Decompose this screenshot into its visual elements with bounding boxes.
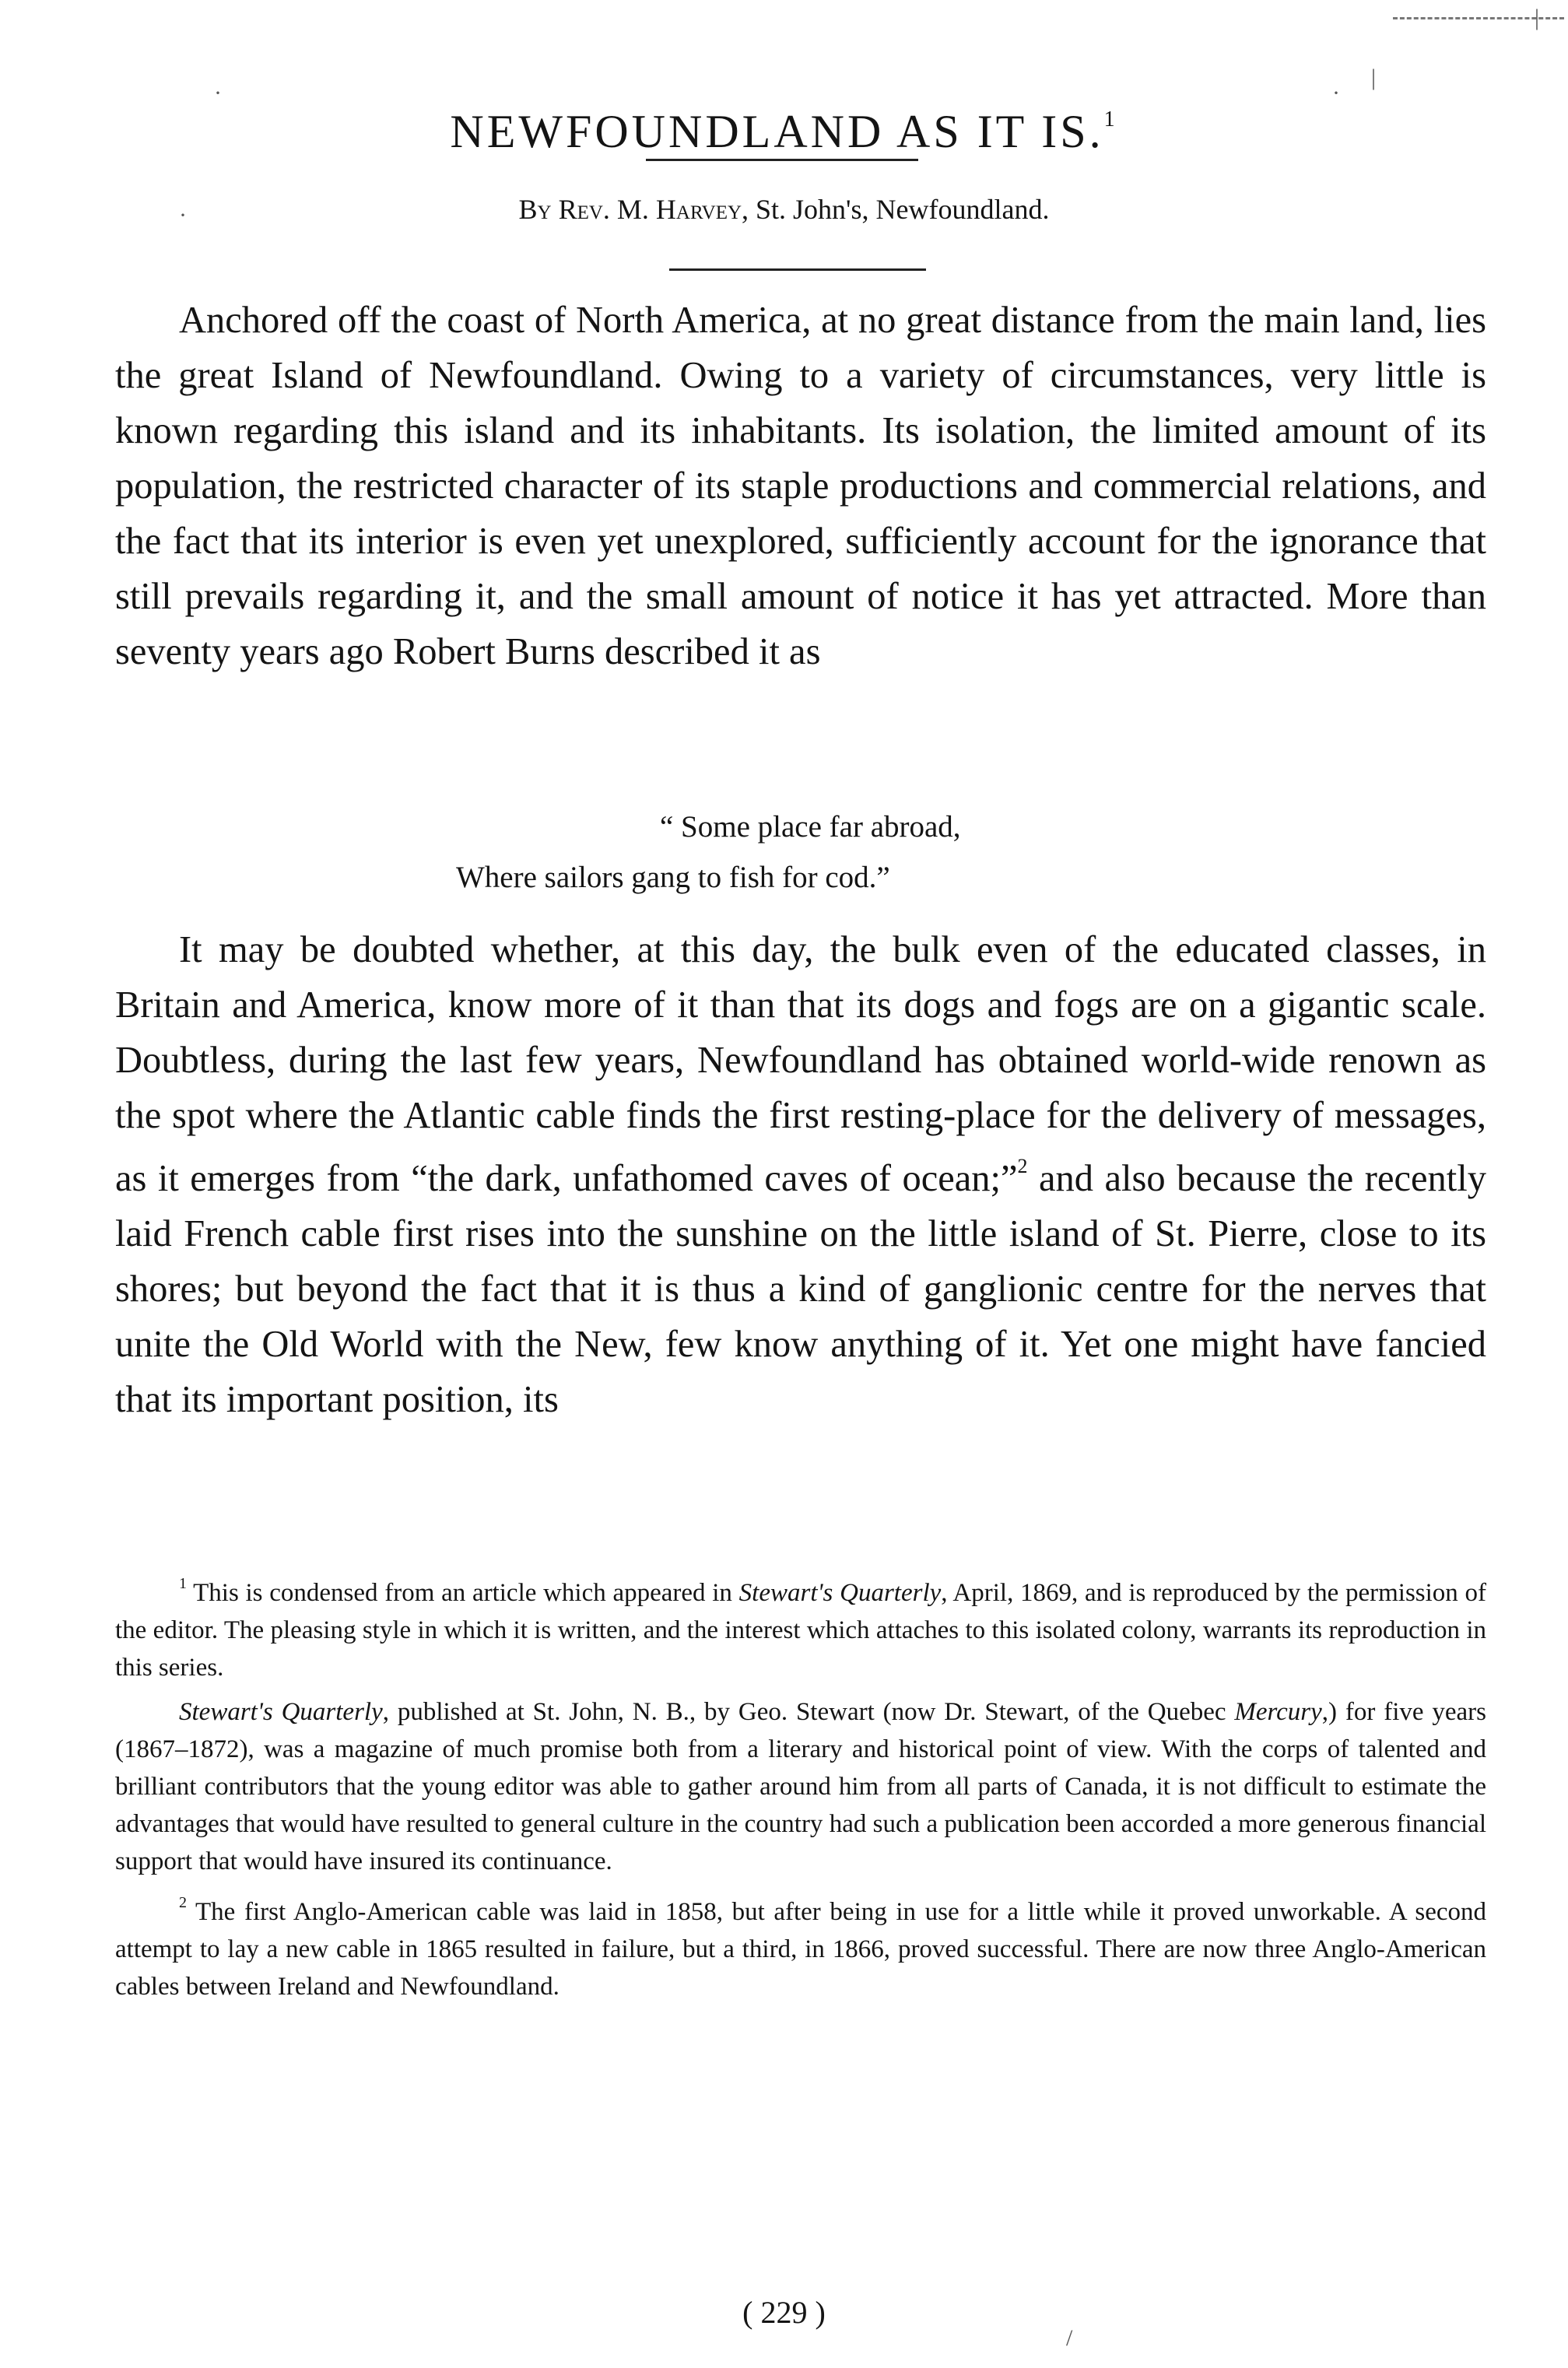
footnote-1-text-a: This is condensed from an article which appeared in — [187, 1579, 739, 1607]
byline-rule — [669, 268, 926, 271]
scan-speck: | — [1371, 65, 1377, 90]
quote-line-2: Where sailors gang to fish for cod.” — [456, 861, 890, 894]
scan-speck: · — [179, 202, 187, 228]
footnote-1-source: Stewart's Quarterly — [738, 1579, 942, 1607]
paragraph-2-part-b: and also because the recently laid French cable first rises into the sunshine on the little island of St. Pierre, close to its shores; but beyond the fact that it is thus a kind of ganglionic centre for the nerves that unite the Old World with the New, few know anything of it. Yet one might have fancied that its important position, its — [115, 1158, 1486, 1421]
footnote-1-continued-text-end: ,) for five years (1867–1872), was a magazine of much promise both from a literary and historical point of view. With the corps of talented and brilliant contributors that the young editor was able to gather around him from all parts of Canada, it is not difficult to estimate the advantages that would have resulted to general culture in the country had such a publication been accorded a more generous financial support that would have insured its continuance. — [115, 1698, 1486, 1875]
quote-line-1: “ Some place far abroad, — [660, 810, 961, 844]
footnote-ref-2: 2 — [1017, 1155, 1028, 1177]
footnote-1-marker: 1 — [179, 1575, 187, 1592]
page-number: ( 229 ) — [742, 2295, 826, 2330]
footnote-2 — [115, 1887, 1486, 2005]
body-paragraph-1: Anchored off the coast of North America, at no great distance from the main land, lies the great Island of Newfoundland. Owing to a variety of circumstances, very little is known regarding this island and its inhabitants. Its isolation, the limited amount of its population, the restricted character of its staple productions and commercial relations, and the fact that its interior is even yet unexplored, sufficiently account for the ignorance that still prevails regarding it, and the small amount of notice it has yet attracted. More than seventy years ago Robert Burns described it as — [115, 300, 1486, 672]
footnote-1-text-b: , April, 1869, and is reproduced by the permission of the editor. The pleasing style in which it is written, and the interest which attaches to this isolated colony, warrants its reproduction in this series. — [115, 1579, 1487, 1682]
footnote-2-marker: 2 — [179, 1894, 187, 1911]
byline-place: , St. John's, Newfoundland. — [742, 194, 1050, 225]
title-footnote-ref: 1 — [1103, 107, 1118, 132]
scan-speck: · — [1332, 80, 1340, 106]
scan-speck: · — [214, 80, 222, 106]
title-rule — [646, 159, 918, 161]
byline — [0, 193, 1568, 226]
body-paragraph-2 — [115, 922, 1486, 1427]
scan-speck: / — [1066, 2325, 1073, 2351]
paragraph-2-part-a: It may be doubted whether, at this day, the bulk even of the educated classes, in Britain and America, know more of it than that its dogs and fogs are on a gigantic scale. Doubtless, during the last few years, Newfoundland has obtained world-wide renown as the spot where the Atlantic cable finds the first resting-place for the delivery of messages, as it emerges from “the dark, unfathomed caves of ocean;” — [115, 929, 1486, 1200]
footnote-1-continued-source: Stewart's Quarterly — [179, 1698, 383, 1726]
article-title — [0, 105, 1568, 159]
byline-author: Rev. M. Harvey — [558, 194, 742, 225]
scan-speck: | — [1535, 5, 1540, 30]
footnote-2-text: The first Anglo-American cable was laid in 1858, but after being in use for a little while it proved unworkable. A second attempt to lay a new cable in 1865 resulted in failure, but a third, in 1866, proved successful. There are now three Anglo-American cables between Ireland and Newfoundland. — [115, 1898, 1486, 2001]
article-title-text: NEWFOUNDLAND AS IT IS. — [450, 106, 1104, 158]
footnote-1-continued-text: , published at St. John, N. B., by Geo. Stewart (now Dr. Stewart, of the Quebec — [382, 1698, 1235, 1726]
footnote-1-continued — [115, 1693, 1486, 1880]
byline-prefix: By — [518, 194, 552, 225]
footnotes — [115, 1568, 1486, 2012]
footnote-1 — [115, 1568, 1486, 1686]
footnote-1-paper: Mercury — [1234, 1698, 1322, 1726]
